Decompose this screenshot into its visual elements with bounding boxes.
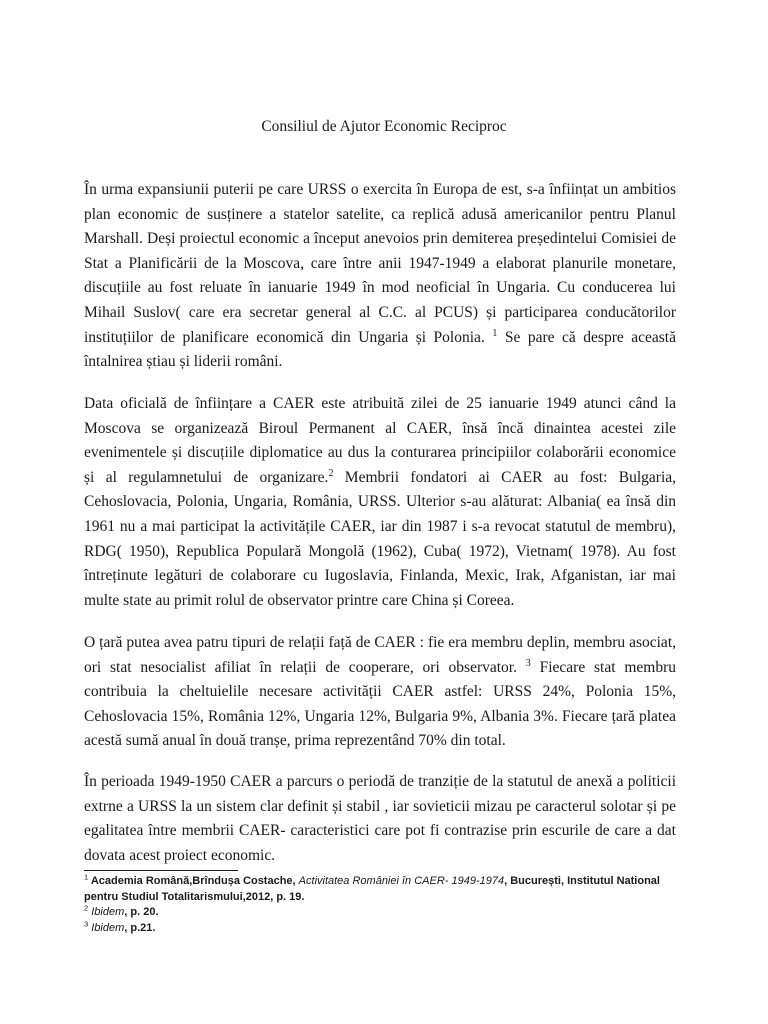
footnote-number-1: 1: [84, 872, 89, 882]
paragraph-4: [84, 770, 676, 868]
paragraph-2: [84, 392, 676, 613]
footnote-2-text-b: Ibidem: [91, 906, 125, 918]
footnote-2: [84, 905, 684, 921]
footnote-3-text-c: , p.21.: [124, 921, 156, 934]
footnote-number-3: 3: [84, 918, 89, 928]
paragraph-2-text-a: Data oficială de înființare a CAER este atribuită zilei de 25 ianuarie 1949 atunci când la Moscova se organizează Biroul Permanent al CAER, însă încă dinaintea acestei zile evenimentele și discuțiile diplomatice au dus la conturarea principiilor colaborării economice și al regulamnetului de organizare.: [84, 395, 676, 486]
footnote-1-text-c: , București, Institutul National pentru Studiul Totalitarismului,2012, p. 19.: [84, 875, 660, 903]
paragraph-1-text-a: În urma expansiunii puterii pe care URSS o exercita în Europa de est, s-a înființat un ambitios plan economic de susținere a statelor satelite, ca replică adusă americanilor pentru Planul Marshall. Deși proiectul economic a început anevoios prin demiterea președintelui Comisiei de Stat a Planificării de la Moscova, care între anii 1947-1949 a elaborat planurile monetare, discuțiile au fost reluate în ianuarie 1949 în mod neoficial în Ungaria. Cu conducerea lui Mihail Suslov( care era secretar general al C.C. al PCUS) și participarea conducătorilor instituțiilor de planificare economică din Ungaria și Polonia.: [84, 181, 676, 346]
footnote-separator: [84, 870, 238, 871]
paragraph-3-text-a: O țară putea avea patru tipuri de relații față de CAER : fie era membru deplin, membru asociat, ori stat nesocialist afiliat în relații de cooperare, ori observator.: [84, 634, 676, 676]
footnotes: [84, 874, 684, 936]
document-title: Consiliul de Ajutor Economic Reciproc: [261, 118, 507, 135]
footnote-ref-1[interactable]: 1: [492, 327, 498, 339]
paragraph-4-text: În perioada 1949-1950 CAER a parcurs o periodă de tranziție de la statutul de anexă a politicii extrne a URSS la un sistem clar definit și stabil , iar sovieticii mizau pe caracterul solotar și pe egalitatea între membrii CAER- caracteristici care pot fi contrazise prin escurile de care a dat dovata acest proiect economic.: [84, 773, 676, 864]
footnote-3-text-b: Ibidem: [91, 921, 125, 934]
footnote-ref-3[interactable]: 3: [525, 657, 531, 669]
paragraph-1-text-b: Se pare că despre această întalnirea știau și liderii români.: [84, 328, 676, 371]
paragraph-3: [84, 631, 676, 754]
paragraph-2-text-b: Membrii fondatori ai CAER au fost: Bulgaria, Cehoslovacia, Polonia, Ungaria, România, URSS. Ulterior s-au alăturat: Albania( ea însă din 1961 nu a mai participat la activitățile CAER, iar din 1987 i s-a revocat statutul de membru), RDG( 1950), Republica Populară Mongolă (1962), Cuba( 1972), Vietnam( 1978). Au fost întreținute legături de colaborare cu Iugoslavia, Finlanda, Mexic, Irak, Afganistan, iar mai multe state au primit rolul de observator printre care China și Coreea.: [84, 468, 676, 609]
paragraph-1: [84, 178, 676, 375]
footnote-1: [84, 874, 684, 905]
footnote-2-text-c: , p. 20.: [124, 906, 159, 918]
footnote-1-text-b: Activitatea României în CAER- 1949-1974: [298, 875, 505, 887]
footnote-1-text-a: Academia Română,Brîndușa Costache,: [88, 875, 299, 887]
paragraph-3-text-b: Fiecare stat membru contribuia la cheltuielile necesare activității CAER astfel: URSS 24%, Polonia 15%, Cehoslovacia 15%, România 12%, Ungaria 12%, Bulgaria 9%, Albania 3%. Fiecare țară platea acestă sumă anual în două tranșe, prima reprezentând 70% din total.: [84, 658, 676, 750]
footnote-3: [84, 918, 684, 937]
footnote-ref-2[interactable]: 2: [328, 467, 334, 479]
footnote-number-2: 2: [84, 903, 89, 913]
